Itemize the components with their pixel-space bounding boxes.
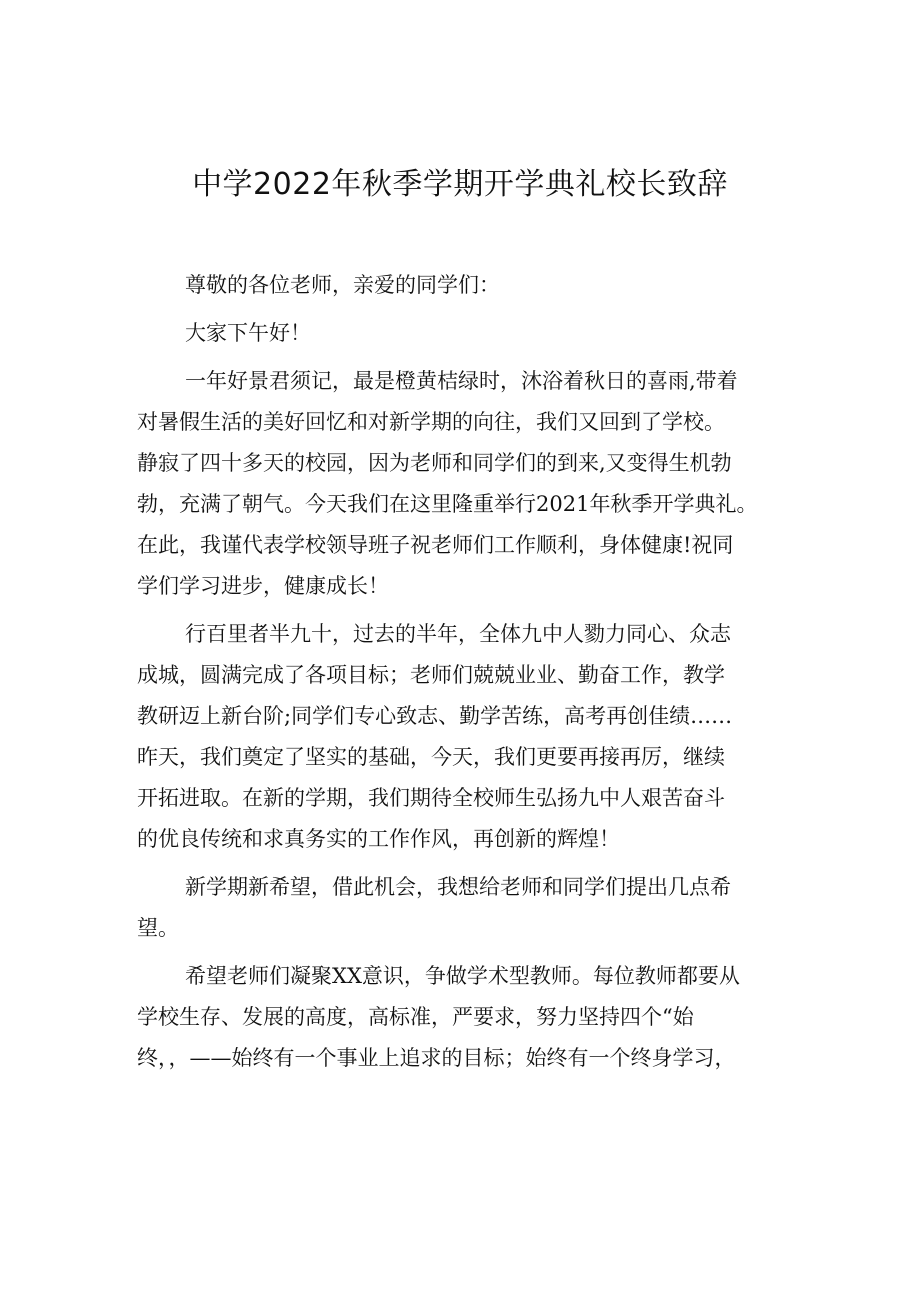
paragraph-line: 一年好景君须记，最是橙黄桔绿时，沐浴着秋日的喜雨,带着 xyxy=(185,369,738,393)
paragraph-line: 开拓进取。在新的学期，我们期待全校师生弘扬九中人艰苦奋斗 xyxy=(137,786,725,810)
paragraph-line: 成城，圆满完成了各项目标；老师们兢兢业业、勤奋工作，教学 xyxy=(137,663,725,687)
paragraph-line: 尊敬的各位老师，亲爱的同学们： xyxy=(185,273,500,297)
paragraph-salutation xyxy=(137,313,791,354)
paragraph-line: 终，，——始终有一个事业上追求的目标；始终有一个终身学习， xyxy=(137,1046,736,1070)
paragraph-line: 在此，我谨代表学校领导班子祝老师们工作顺利，身体健康!祝同 xyxy=(137,533,734,557)
paragraph-line: 勃，充满了朝气。今天我们在这里隆重举行2021年秋季开学典礼。 xyxy=(137,492,758,516)
paragraph-line: 教研迈上新台阶;同学们专心致志、勤学苦练，高考再创佳绩…… xyxy=(137,704,733,728)
paragraph-greeting xyxy=(137,265,791,306)
document-body xyxy=(137,265,791,1086)
paragraph-line: 的优良传统和求真务实的工作作风，再创新的辉煌！ xyxy=(137,827,620,851)
paragraph-line: 大家下午好！ xyxy=(185,321,311,345)
paragraph-teachers-hope xyxy=(137,956,791,1079)
paragraph-line: 希望老师们凝聚XX意识，争做学术型教师。每位教师都要从 xyxy=(185,964,740,988)
paragraph-line: 学校生存、发展的高度，高标准，严要求，努力坚持四个“始 xyxy=(137,1005,694,1029)
paragraph-line: 学们学习进步，健康成长！ xyxy=(137,574,389,598)
paragraph-line: 行百里者半九十，过去的半年，全体九中人勠力同心、众志 xyxy=(185,622,731,646)
paragraph-line: 静寂了四十多天的校园，因为老师和同学们的到来,又变得生机勃 xyxy=(137,451,732,475)
paragraph-line: 对暑假生活的美好回忆和对新学期的向往，我们又回到了学校。 xyxy=(137,410,725,434)
paragraph-line: 望。 xyxy=(137,916,179,940)
paragraph-line: 昨天，我们奠定了坚实的基础，今天，我们更要再接再厉，继续 xyxy=(137,745,725,769)
paragraph-opening xyxy=(137,361,791,607)
paragraph-hopes-intro xyxy=(137,867,791,949)
document-title: 中学2022年秋季学期开学典礼校长致辞 xyxy=(192,167,728,202)
paragraph-line: 新学期新希望，借此机会，我想给老师和同学们提出几点希 xyxy=(185,875,731,899)
paragraph-review xyxy=(137,614,791,860)
